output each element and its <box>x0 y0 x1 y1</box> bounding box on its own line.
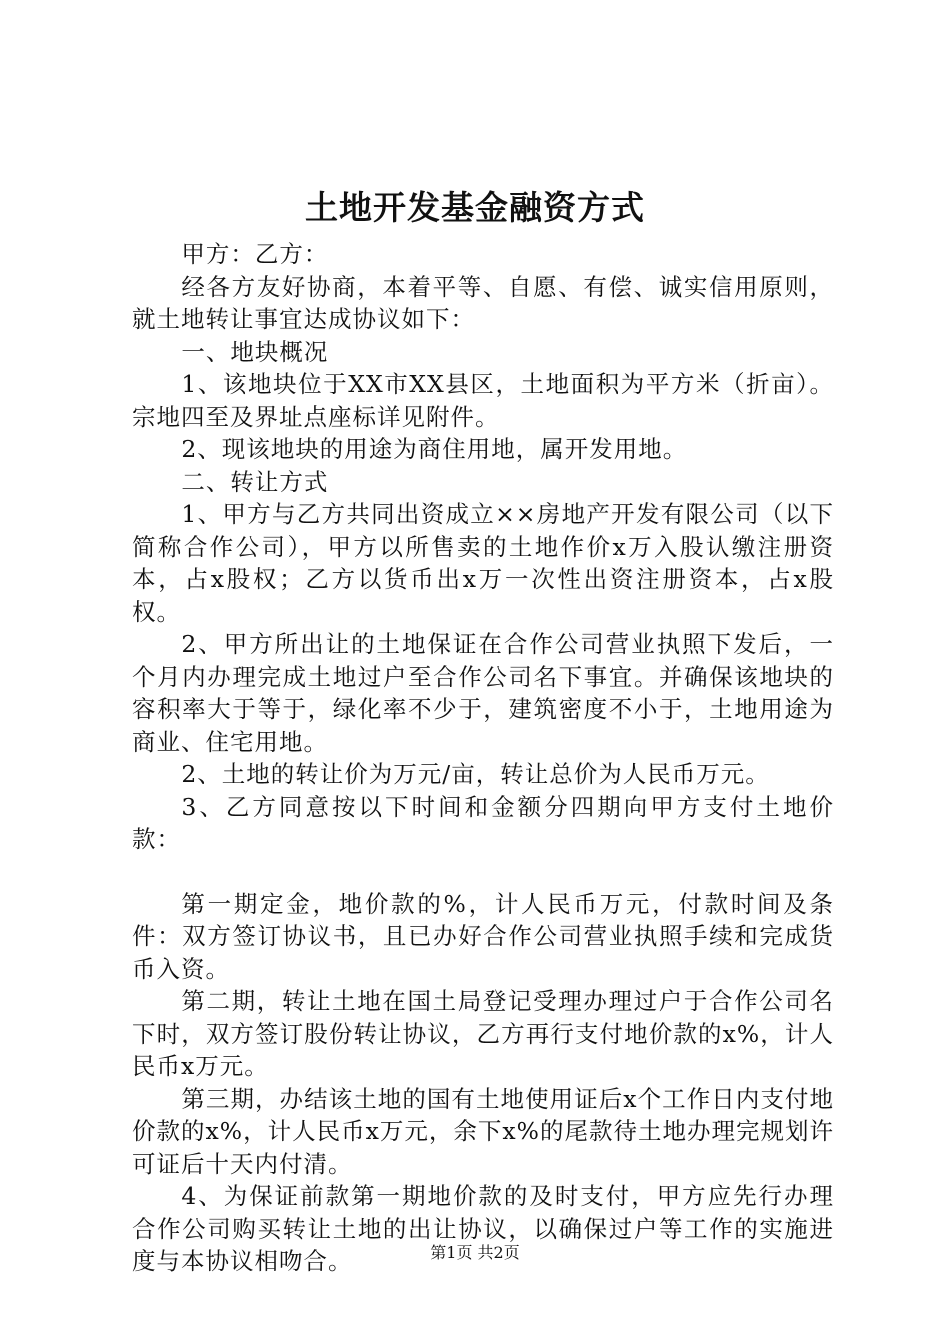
paragraph-phase-three: 第三期，办结该土地的国有土地使用证后x个工作日内支付地价款的x%，计人民币x万元，余下x%的尾款待土地办理完规划许可证后十天内付清。 <box>132 1084 834 1178</box>
page-number: 第1页 共2页 <box>430 1243 520 1262</box>
paragraph-joint-company: 1、甲方与乙方共同出资成立××房地产开发有限公司（以下简称合作公司），甲方以所售卖的土地作价x万入股认缴注册资本，占x股权；乙方以货币出x万一次性出资注册资本，占x股权。 <box>132 500 834 626</box>
paragraph-land-location: 1、该地块位于XX市XX县区，土地面积为平方米（折亩）。宗地四至及界址点座标详见附件。 <box>132 370 834 431</box>
paragraph-land-guarantee: 2、甲方所出让的土地保证在合作公司营业执照下发后，一个月内办理完成土地过户至合作公司名下事宜。并确保该地块的容积率大于等于，绿化率不少于，建筑密度不小于，土地用途为商业、住宅用地。 <box>132 630 834 756</box>
document-body <box>132 238 834 1278</box>
paragraph-phase-one: 第一期定金，地价款的%，计人民币万元，付款时间及条件：双方签订协议书，且已办好合作公司营业执照手续和完成货币入资。 <box>132 889 834 983</box>
paragraph-payment-schedule: 3、乙方同意按以下时间和金额分四期向甲方支付土地价款： <box>132 792 834 853</box>
paragraph-parties: 甲方：乙方： <box>181 240 329 268</box>
paragraph-intro: 经各方友好协商，本着平等、自愿、有偿、诚实信用原则，就土地转让事宜达成协议如下： <box>132 272 834 333</box>
section-heading-transfer-method: 二、转让方式 <box>181 467 329 496</box>
paragraph-land-use: 2、现该地块的用途为商住用地，属开发用地。 <box>181 435 688 463</box>
section-heading-land-overview: 一、地块概况 <box>181 337 329 366</box>
paragraph-phase-two: 第二期，转让土地在国土局登记受理办理过户于合作公司名下时，双方签订股份转让协议，乙方再行支付地价款的x%，计人民币x万元。 <box>132 987 834 1080</box>
paragraph-payment-guarantee: 4、为保证前款第一期地价款的及时支付，甲方应先行办理合作公司购买转让土地的出让协议，以确保过户等工作的实施进度与本协议相吻合。 <box>132 1182 834 1275</box>
paragraph-transfer-price: 2、土地的转让价为万元/亩，转让总价为人民币万元。 <box>181 760 770 788</box>
document-title: 土地开发基金融资方式 <box>305 188 645 227</box>
